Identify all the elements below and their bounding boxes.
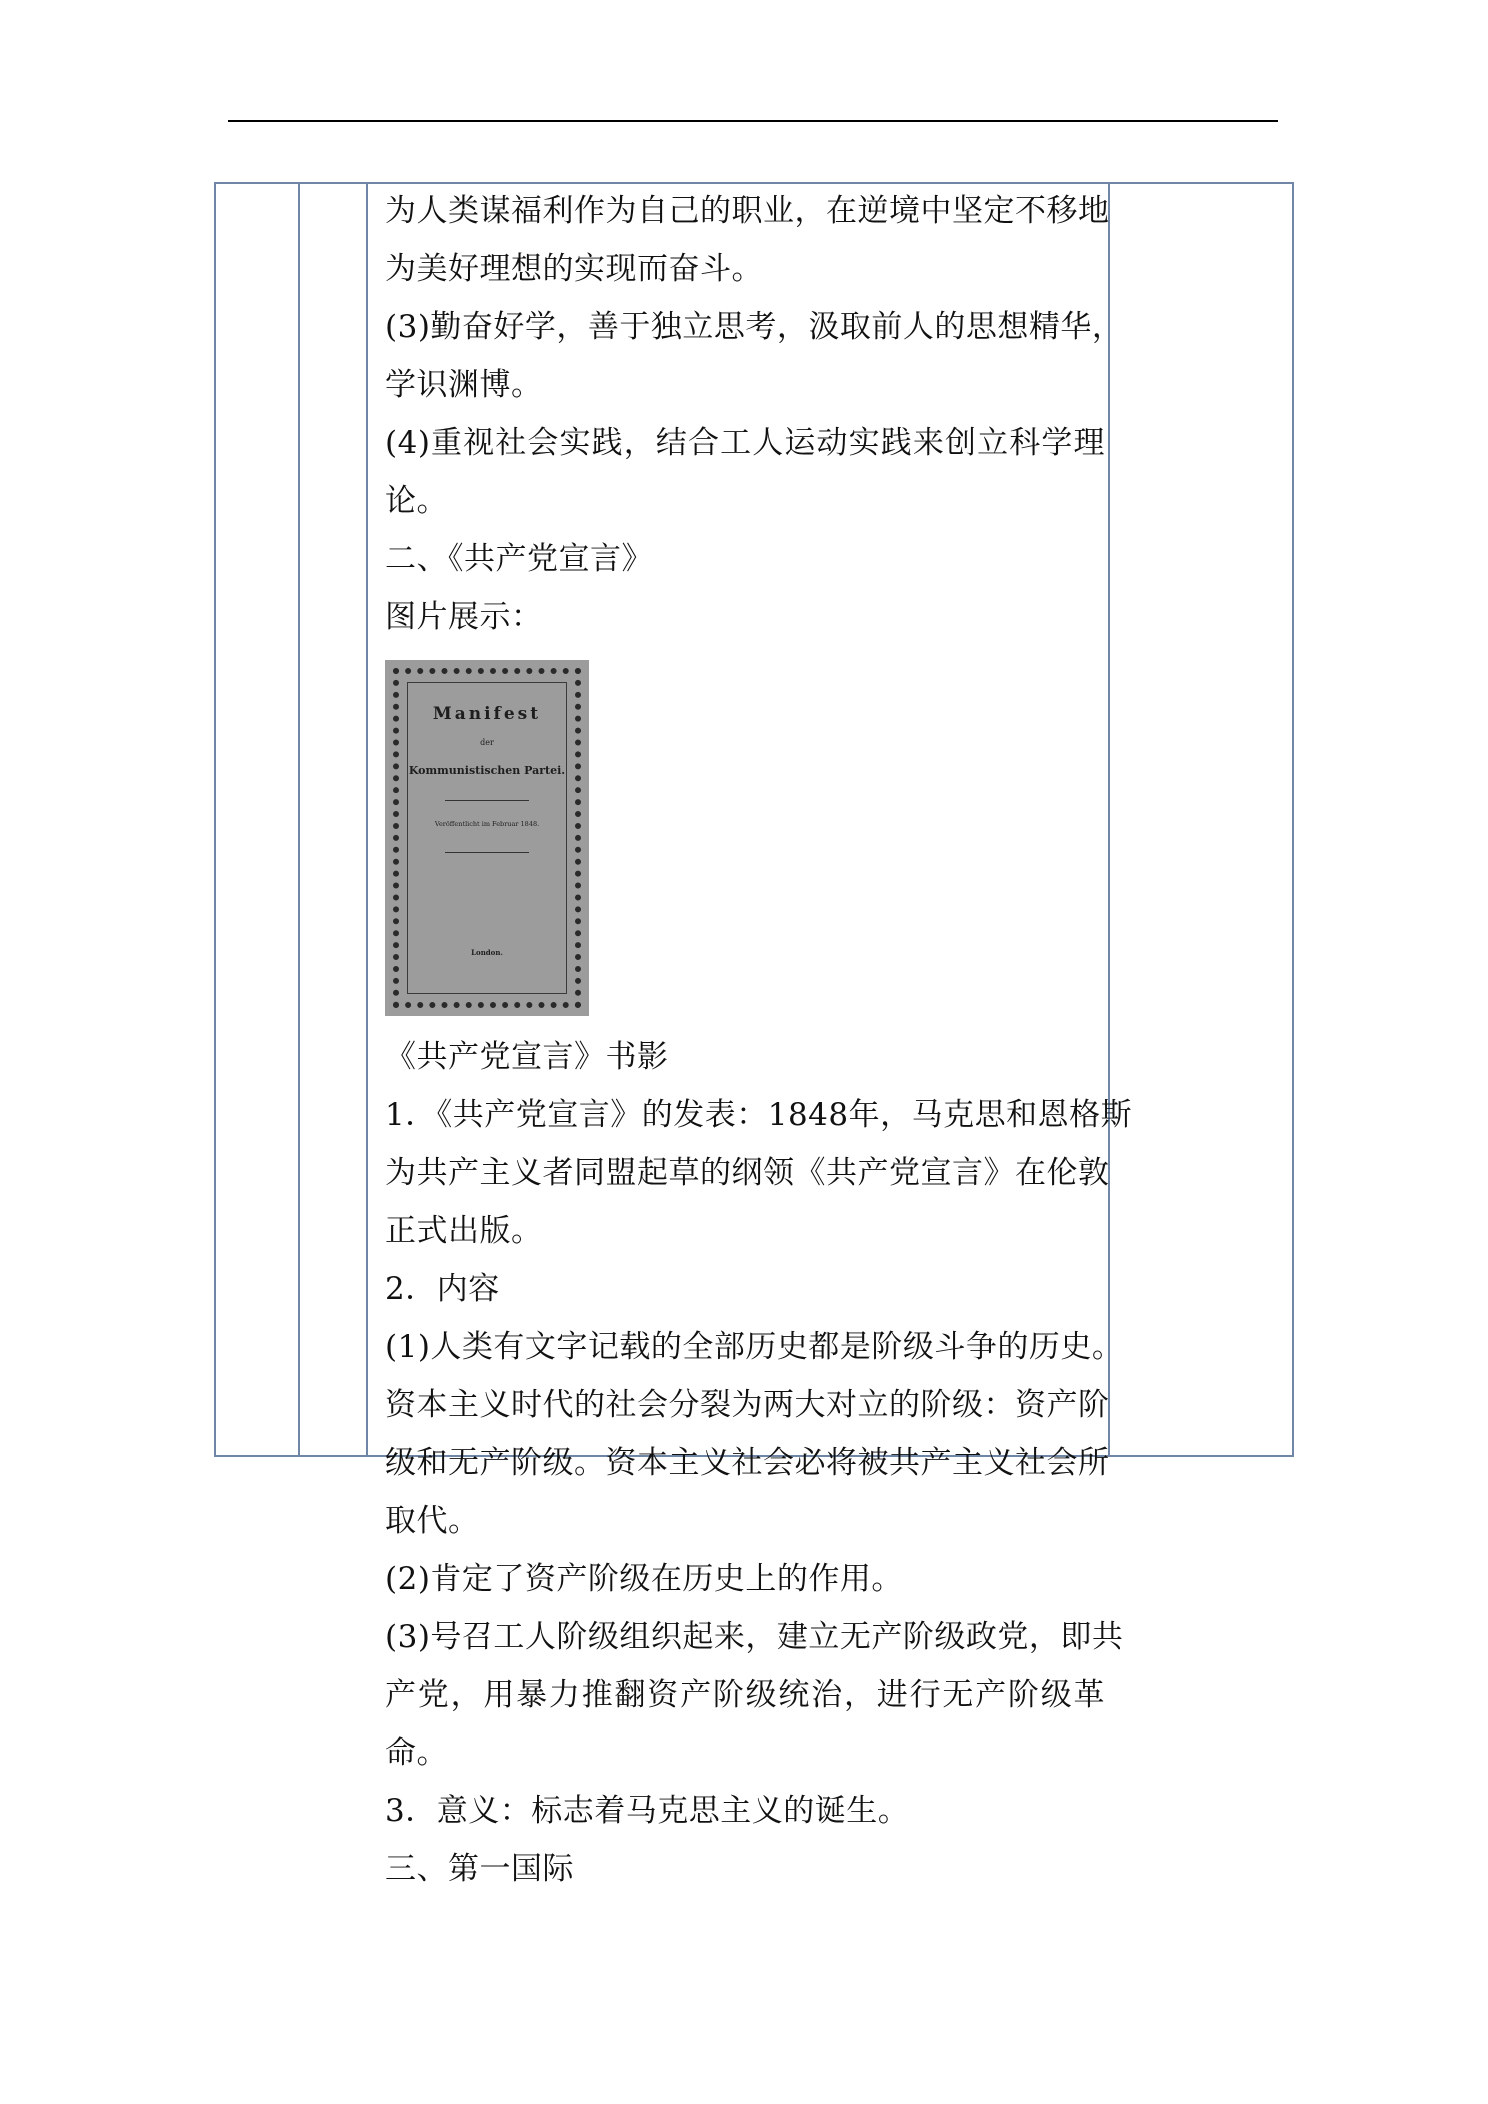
section-heading: 二、《共产党宣言》 [385, 541, 653, 577]
cover-subtitle: Veröffentlicht im Februar 1848. [434, 820, 540, 828]
paragraph-line: 产党，用暴力推翻资产阶级统治，进行无产阶级革 [385, 1677, 1105, 1713]
table-column-divider-2 [366, 182, 368, 1457]
paragraph-line: (2)肯定了资产阶级在历史上的作用。 [385, 1561, 903, 1597]
paragraph-line: 1．《共产党宣言》的发表：1848年，马克思和恩格斯 [385, 1097, 1133, 1133]
table-column-divider-1 [298, 182, 300, 1457]
paragraph-line: (3)号召工人阶级组织起来，建立无产阶级政党，即共 [385, 1619, 1124, 1655]
paragraph-line: 资本主义时代的社会分裂为两大对立的阶级：资产阶 [385, 1387, 1110, 1423]
cover-place: London. [471, 948, 503, 957]
paragraph-line: 级和无产阶级。资本主义社会必将被共产主义社会所 [385, 1445, 1110, 1481]
paragraph-line: (4)重视社会实践，结合工人运动实践来创立科学理 [385, 425, 1105, 461]
header-rule [228, 120, 1278, 122]
cover-title-line3: Kommunistischen Partei. [408, 764, 566, 777]
paragraph-line: (3)勤奋好学，善于独立思考，汲取前人的思想精华， [385, 309, 1124, 345]
paragraph-line: 为人类谋福利作为自己的职业，在逆境中坚定不移地 [385, 193, 1110, 229]
paragraph-line: (1)人类有文字记载的全部历史都是阶级斗争的历史。 [385, 1329, 1124, 1365]
paragraph-line: 3．意义：标志着马克思主义的诞生。 [385, 1793, 910, 1829]
paragraph-line: 为共产主义者同盟起草的纲领《共产党宣言》在伦敦 [385, 1155, 1110, 1191]
cover-rule [445, 800, 529, 801]
paragraph-line: 为美好理想的实现而奋斗。 [385, 251, 763, 287]
paragraph-line: 学识渊博。 [385, 367, 543, 403]
table-column-divider-3 [1108, 182, 1110, 1457]
paragraph-line: 命。 [385, 1735, 448, 1771]
cover-title-line1: Manifest [432, 704, 542, 724]
cover-title-line2: der [480, 738, 494, 747]
manifesto-cover-image [385, 660, 589, 1016]
content-cell [385, 182, 1133, 1898]
cover-rule [445, 852, 529, 853]
subsection-heading: 2．内容 [385, 1271, 500, 1307]
section-heading: 三、第一国际 [385, 1851, 574, 1887]
paragraph-line: 正式出版。 [385, 1213, 543, 1249]
paragraph-line: 取代。 [385, 1503, 480, 1539]
image-intro-label: 图片展示： [385, 599, 543, 635]
paragraph-line: 论。 [385, 483, 448, 519]
image-caption: 《共产党宣言》书影 [385, 1039, 669, 1075]
